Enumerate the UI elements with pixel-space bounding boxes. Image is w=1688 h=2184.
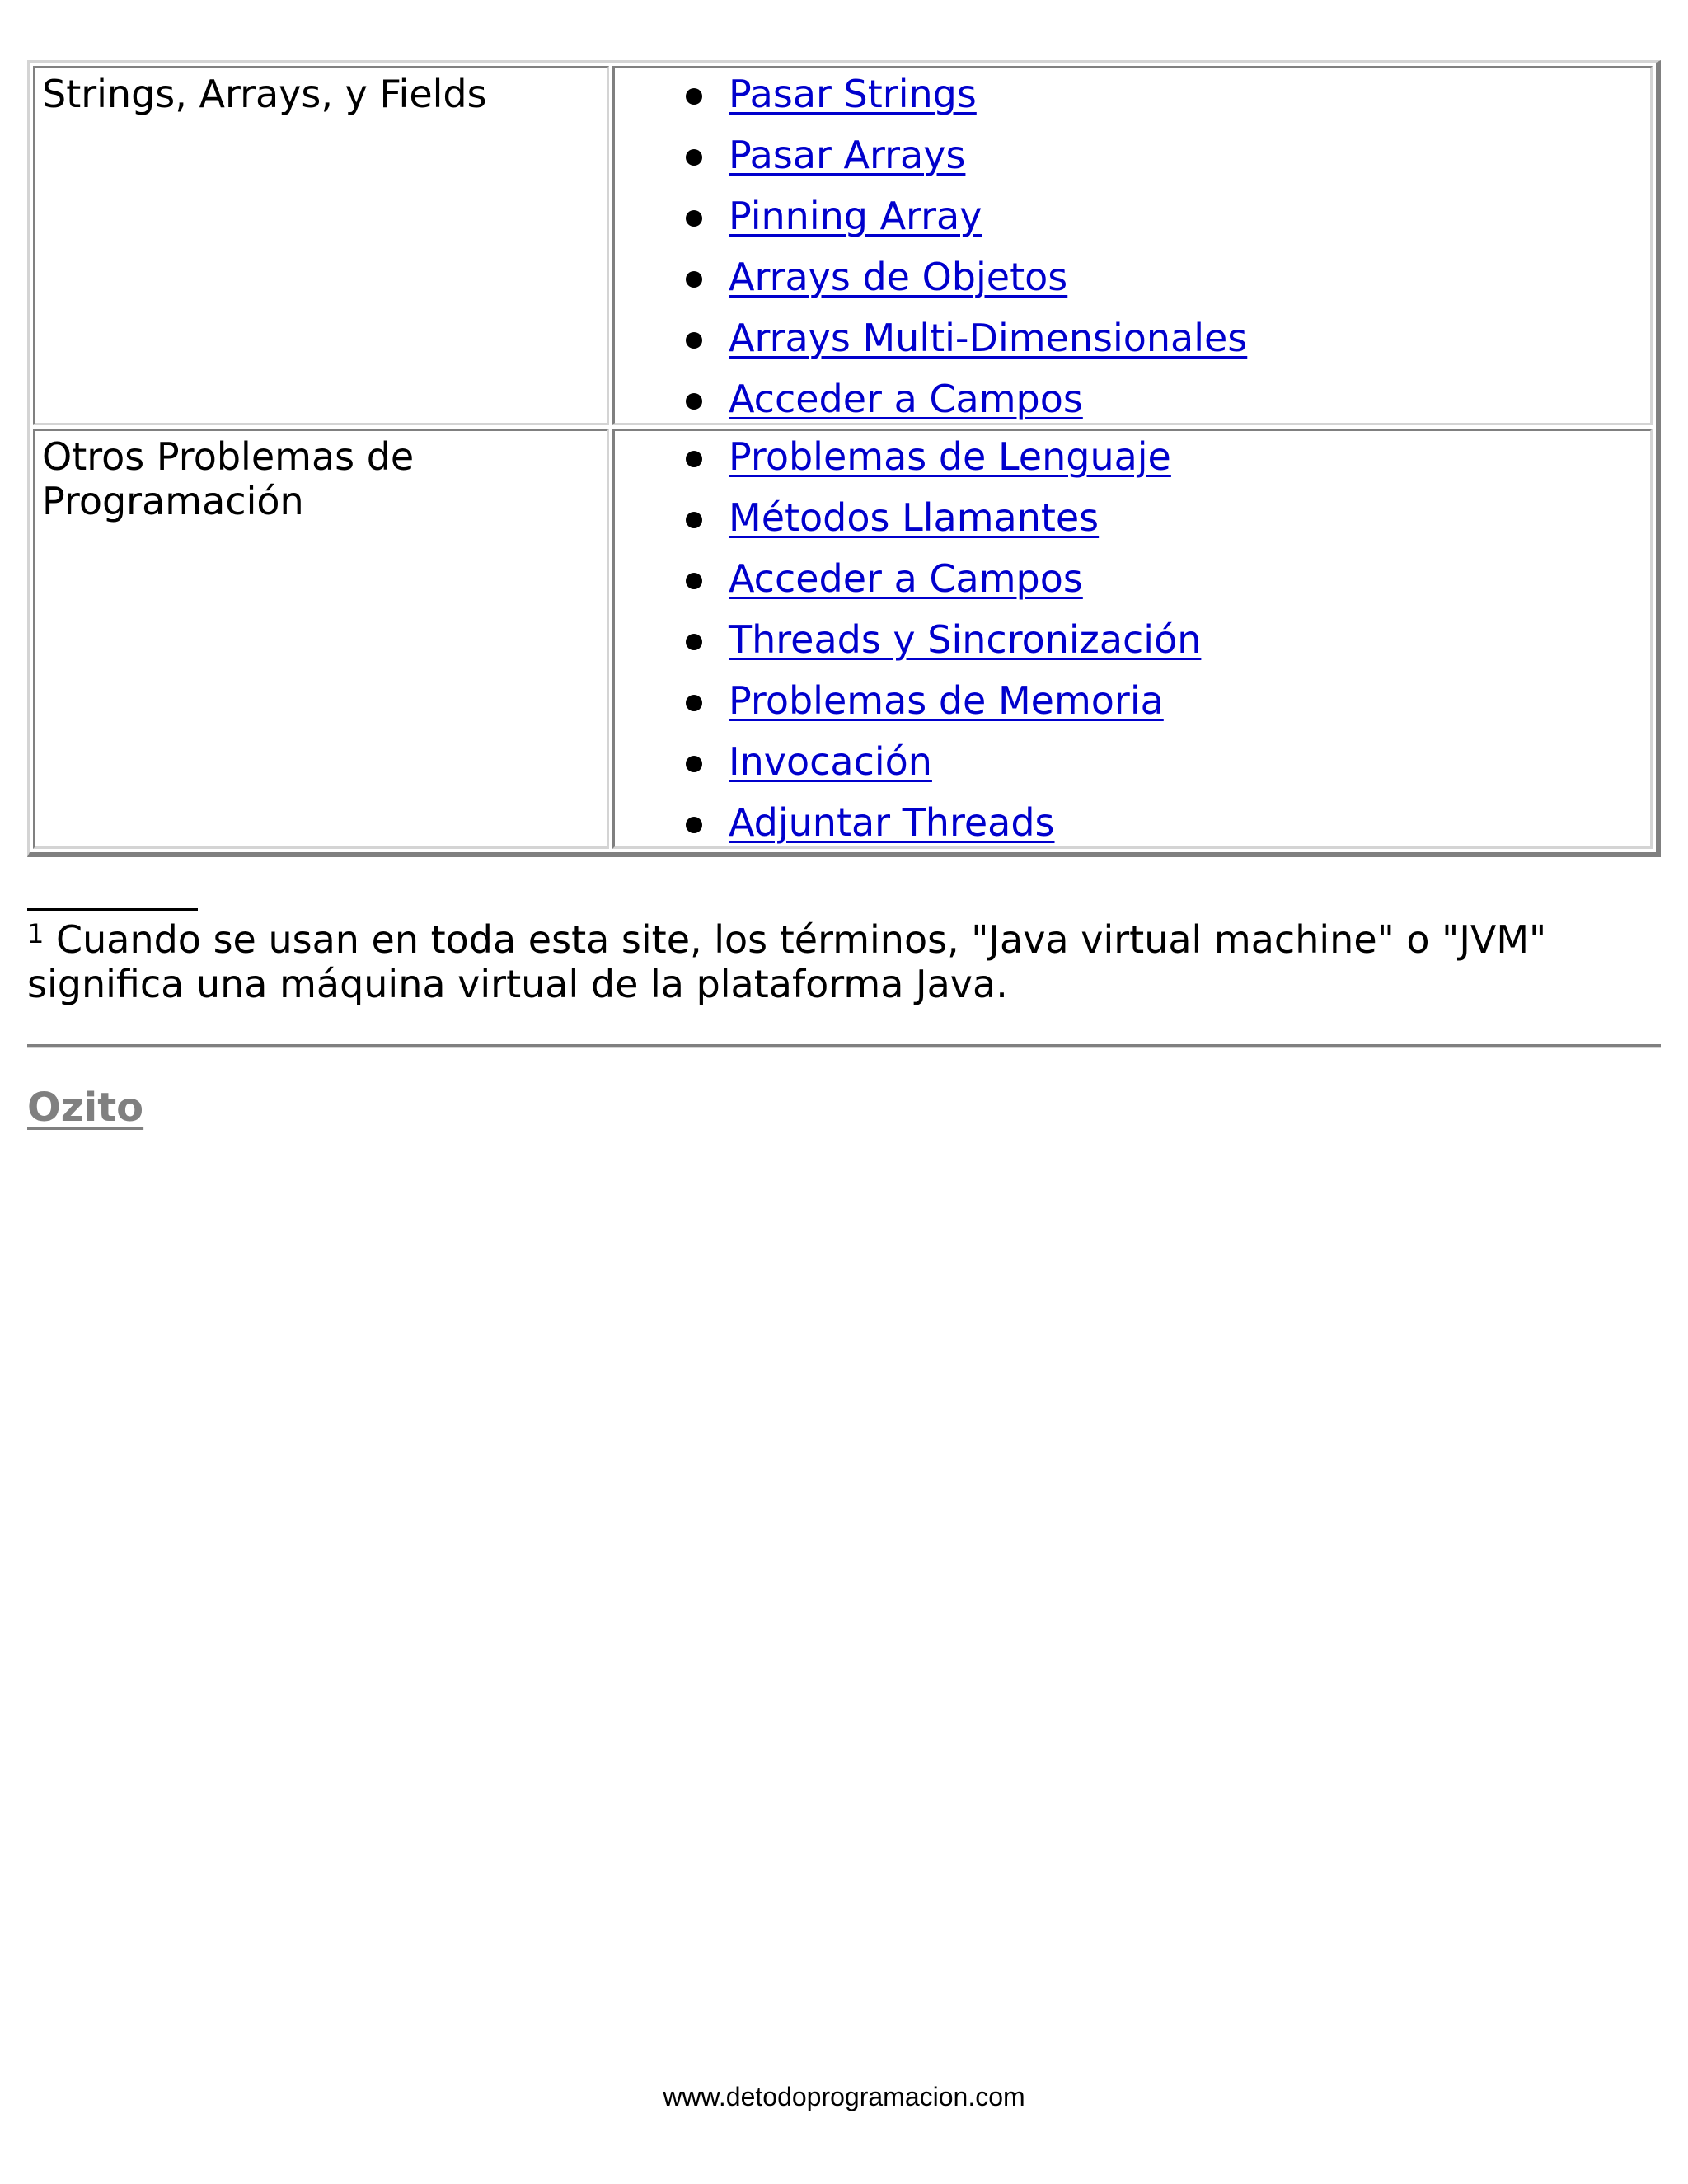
links-cell	[612, 66, 1653, 425]
table-row	[33, 66, 1653, 425]
horizontal-rule	[27, 1044, 1661, 1048]
bullet-icon	[686, 512, 702, 528]
list-item	[729, 739, 1643, 784]
links-cell	[612, 429, 1653, 849]
bullet-icon	[686, 451, 702, 467]
list-item	[729, 617, 1643, 662]
category-cell: Strings, Arrays, y Fields	[33, 66, 609, 425]
list-item	[729, 434, 1643, 479]
list-item	[729, 316, 1643, 360]
topic-link[interactable]: Adjuntar Threads	[729, 800, 1055, 845]
bullet-icon	[686, 756, 702, 772]
list-item	[729, 255, 1643, 299]
page-content	[27, 60, 1661, 1132]
bullet-icon	[686, 88, 702, 105]
bullet-icon	[686, 634, 702, 650]
table-row	[33, 429, 1653, 849]
list-item	[729, 556, 1643, 601]
topic-link[interactable]: Arrays Multi-Dimensionales	[729, 316, 1248, 360]
list-item	[729, 678, 1643, 723]
bullet-icon	[686, 817, 702, 833]
footnote	[27, 917, 1661, 1006]
bullet-icon	[686, 210, 702, 227]
footnote-marker: 1	[27, 918, 45, 949]
topic-link[interactable]: Problemas de Lenguaje	[729, 434, 1171, 479]
category-cell: Otros Problemas de Programación	[33, 429, 609, 849]
topic-link[interactable]: Pasar Arrays	[729, 133, 966, 177]
topic-link[interactable]: Métodos Llamantes	[729, 495, 1100, 540]
topics-table	[27, 60, 1661, 857]
list-item	[729, 194, 1643, 238]
topic-link[interactable]: Arrays de Objetos	[729, 255, 1068, 299]
bullet-icon	[686, 573, 702, 589]
footnote-text: Cuando se usan en toda esta site, los términos, "Java virtual machine" o "JVM" significa una máquina virtual de la plataforma Java.	[27, 917, 1547, 1006]
bullet-icon	[686, 271, 702, 288]
ozito-nav	[27, 1083, 1661, 1132]
bullet-icon	[686, 695, 702, 711]
topic-link[interactable]: Invocación	[729, 739, 932, 784]
list-item	[729, 377, 1643, 421]
list-item	[729, 495, 1643, 540]
bullet-icon	[686, 393, 702, 410]
list-item	[729, 72, 1643, 116]
link-list	[621, 72, 1643, 421]
bullet-icon	[686, 149, 702, 166]
list-item	[729, 133, 1643, 177]
topic-link[interactable]: Threads y Sincronización	[729, 617, 1202, 662]
topic-link[interactable]: Pinning Array	[729, 194, 982, 238]
topic-link[interactable]: Pasar Strings	[729, 72, 977, 116]
link-list	[621, 434, 1643, 845]
ozito-link[interactable]: Ozito	[27, 1085, 144, 1131]
topic-link[interactable]: Problemas de Memoria	[729, 678, 1164, 723]
site-footer: www.detodoprogramacion.com	[663, 2082, 1025, 2111]
topic-link[interactable]: Acceder a Campos	[729, 556, 1083, 601]
list-item	[729, 800, 1643, 845]
topic-link[interactable]: Acceder a Campos	[729, 377, 1083, 421]
bullet-icon	[686, 332, 702, 349]
footnote-divider	[27, 908, 198, 911]
